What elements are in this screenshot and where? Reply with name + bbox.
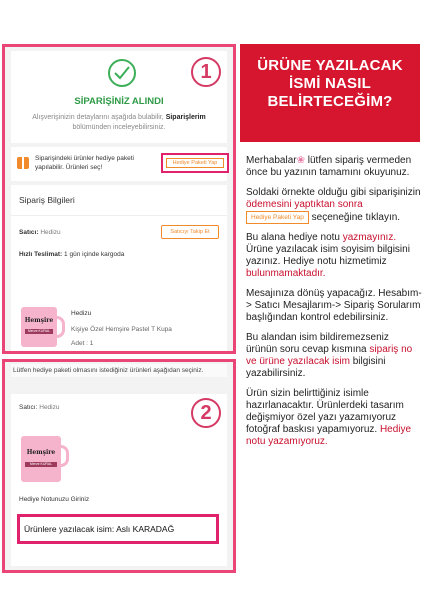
my-orders-link[interactable]: Siparişlerim (165, 114, 206, 121)
product-image[interactable]: Hemşire Merve KURAL (21, 436, 61, 482)
divider (11, 215, 227, 216)
order-info-card (11, 185, 227, 351)
instruction-greeting: Merhabalar❀ lütfen sipariş vermeden önce bu yazının tamamını okuyunuz. (246, 155, 412, 178)
instruction-messages: Mesajınıza dönüş yapacağız. Hesabım-> Satıcı Mesajlarım-> Sipariş Sorularım başlığından kontrol edebilirsiniz. (246, 288, 422, 323)
instruction-step-payment: Soldaki örnekte olduğu gibi siparişinizin ödemesini yaptıktan sonra Hediye Paketi Yap seçeneğine tıklayın. (246, 187, 421, 223)
instruction-alternative: Bu alandan isim bildiremezseniz ürünün soru cevap kısmına sipariş no ve ürüne yazılacak isim bilgisini yazabilirsiniz. (246, 332, 413, 379)
gift-select-hint: Lütfen hediye paketi olmasını istediğiniz ürünleri aşağıdan seçiniz. (11, 364, 227, 377)
product-shop: Hedizu (71, 310, 92, 317)
gift-package-button-sample: Hediye Paketi Yap (246, 211, 309, 224)
success-description: Alışverişinizin detaylarını aşağıda bulabilir, Siparişlerim bölümünden inceleyebilirsiniz. (32, 114, 206, 131)
gift-icon (17, 157, 29, 169)
order-confirmation-panel (2, 44, 236, 354)
instruction-final: Ürün sizin belirttiğiniz isimle hazırlanacaktır. Ürünlerdeki tasarım değişmiyor özel yazı yazamıyoruz fotoğraf baskısı yapamıyoruz. Hediye notu yazamıyoruz. (246, 388, 412, 447)
gift-package-button[interactable]: Hediye Paketi Yap (166, 158, 224, 168)
step-number-badge: 1 (191, 57, 221, 87)
product-name[interactable]: Kişiye Özel Hemşire Pastel T Kupa (71, 326, 172, 333)
flower-icon: ❀ (296, 155, 305, 166)
follow-seller-button[interactable]: Satıcıyı Takip Et (161, 225, 219, 239)
title-banner: ÜRÜNE YAZILACAK İSMİ NASIL BELİRTECEĞİM? (240, 44, 420, 142)
check-circle-icon (108, 59, 136, 87)
gift-note-value: Ürünlere yazılacak isim: Aslı KARADAĞ (24, 524, 175, 534)
seller-row: Satıcı: Hedizu (19, 404, 60, 411)
product-quantity: Adet : 1 (71, 340, 94, 347)
success-title: SİPARİŞİNİZ ALINDI (74, 96, 164, 107)
instructions (246, 155, 422, 456)
gift-note-panel (2, 359, 236, 573)
seller-row: Satıcı: Hedizu (19, 229, 61, 236)
highlight-frame (161, 153, 229, 173)
gift-package-card (11, 147, 227, 181)
gift-package-text: Siparişindeki ürünler hediye paketi yapılabilir. Ürünleri seç! (35, 155, 135, 171)
gift-note-input[interactable] (17, 514, 219, 544)
fast-delivery-row: Hızlı Teslimat: 1 gün içinde kargoda (19, 251, 125, 258)
step-number-badge: 2 (191, 398, 221, 428)
gift-note-label: Hediye Notunuzu Giriniz (19, 496, 90, 503)
instruction-note-warning: Bu alana hediye notu yazmayınız. Ürüne yazılacak isim soyisim bilgisini yazınız. Hediye notu hizmetimiz bulunmamaktadır. (246, 232, 410, 279)
order-info-title: Sipariş Bilgileri (19, 195, 75, 205)
product-image[interactable]: Hemşire Merve KURAL (21, 307, 57, 347)
